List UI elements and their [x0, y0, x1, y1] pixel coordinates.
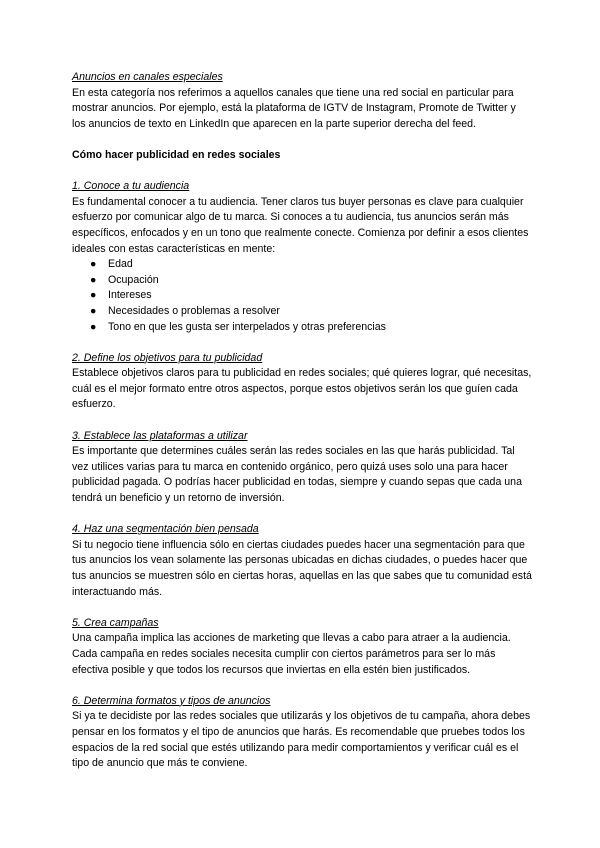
section-5 — [72, 616, 532, 678]
list-item-text: Edad — [108, 258, 133, 271]
section-1 — [72, 179, 532, 335]
section-5-paragraph: Una campaña implica las acciones de marketing que llevas a cabo para atraer a la audiencia. Cada campaña en redes sociales necesita cumplir con ciertos parámetros para ser lo más efectiva posible y que todos los recursos que inviertas en ella estén bien justificados. — [72, 632, 511, 676]
bullet-icon: ● — [90, 304, 97, 317]
intro-section — [72, 70, 532, 132]
main-heading: Cómo hacer publicidad en redes sociales — [72, 148, 281, 161]
section-4 — [72, 522, 532, 600]
intro-paragraph: En esta categoría nos referimos a aquellos canales que tiene una red social en particular para mostrar anuncios. Por ejemplo, está la plataforma de IGTV de Instagram, Promote de Twitter y los anuncios de texto en LinkedIn que aparecen en la parte superior derecha del feed. — [72, 86, 516, 130]
section-6-subheading: 6. Determina formatos y tipos de anuncios — [72, 694, 271, 707]
section-2 — [72, 351, 532, 413]
list-item — [90, 273, 532, 289]
section-5-subheading: 5. Crea campañas — [72, 616, 159, 629]
section-3-subheading: 3. Establece las plataformas a utilizar — [72, 429, 248, 442]
section-2-subheading: 2. Define los objetivos para tu publicidad — [72, 351, 263, 364]
list-item — [90, 320, 532, 336]
section-4-paragraph: Si tu negocio tiene influencia sólo en ciertas ciudades puedes hacer una segmentación para que tus anuncios los vean solamente las personas ubicadas en dichas ciudades, o puedes hacer que tus anuncios se muestren sólo en ciertas horas, aquellas en las que sabes que tu comunidad está interactuando más. — [72, 538, 532, 598]
list-item-text: Tono en que les gusta ser interpelados y otras preferencias — [108, 320, 386, 333]
document-page — [72, 70, 532, 787]
section-3 — [72, 429, 532, 507]
list-item-text: Intereses — [108, 289, 152, 302]
section-2-paragraph: Establece objetivos claros para tu publicidad en redes sociales; qué quieres lograr, qué necesitas, cuál es el mejor formato entre otros aspectos, porque estos objetivos serán los que guíen cada esfuerzo. — [72, 367, 532, 411]
characteristics-list — [72, 257, 532, 335]
bullet-icon: ● — [90, 320, 97, 333]
bullet-icon: ● — [90, 273, 97, 286]
bullet-icon: ● — [90, 258, 97, 271]
list-item — [90, 288, 532, 304]
section-6 — [72, 694, 532, 772]
intro-subheading: Anuncios en canales especiales — [72, 71, 223, 83]
list-item-text: Ocupación — [108, 273, 159, 286]
section-1-paragraph: Es fundamental conocer a tu audiencia. Tener claros tus buyer personas es clave para cualquier esfuerzo por comunicar algo de tu marca. Si conoces a tu audiencia, tus anuncios serán más específicos, enfocados y en un tono que realmente conecte. Comienza por definir a esos clientes ideales con estas características en mente: — [72, 195, 529, 255]
list-item-text: Necesidades o problemas a resolver — [108, 304, 280, 317]
section-6-paragraph: Si ya te decidiste por las redes sociales que utilizarás y los objetivos de tu campaña, ahora debes pensar en los formatos y el tipo de anuncios que harás. Es recomendable que pruebes todos los espacios de la red social que estés utilizando para medir comportamientos y verificar cuál es el tipo de anuncio que más te conviene. — [72, 710, 531, 770]
section-3-paragraph: Es importante que determines cuáles serán las redes sociales en las que harás publicidad. Tal vez utilices varias para tu marca en contenido orgánico, pero quizá uses solo una para hacer publicidad pagada. O podrías hacer publicidad en todas, siempre y cuando sepas que cada una tendrá un beneficio y un retorno de inversión. — [72, 445, 522, 505]
section-4-subheading: 4. Haz una segmentación bien pensada — [72, 523, 259, 536]
section-1-subheading: 1. Conoce a tu audiencia — [72, 180, 190, 193]
bullet-icon: ● — [90, 289, 97, 302]
list-item — [90, 304, 532, 320]
list-item — [90, 257, 532, 273]
